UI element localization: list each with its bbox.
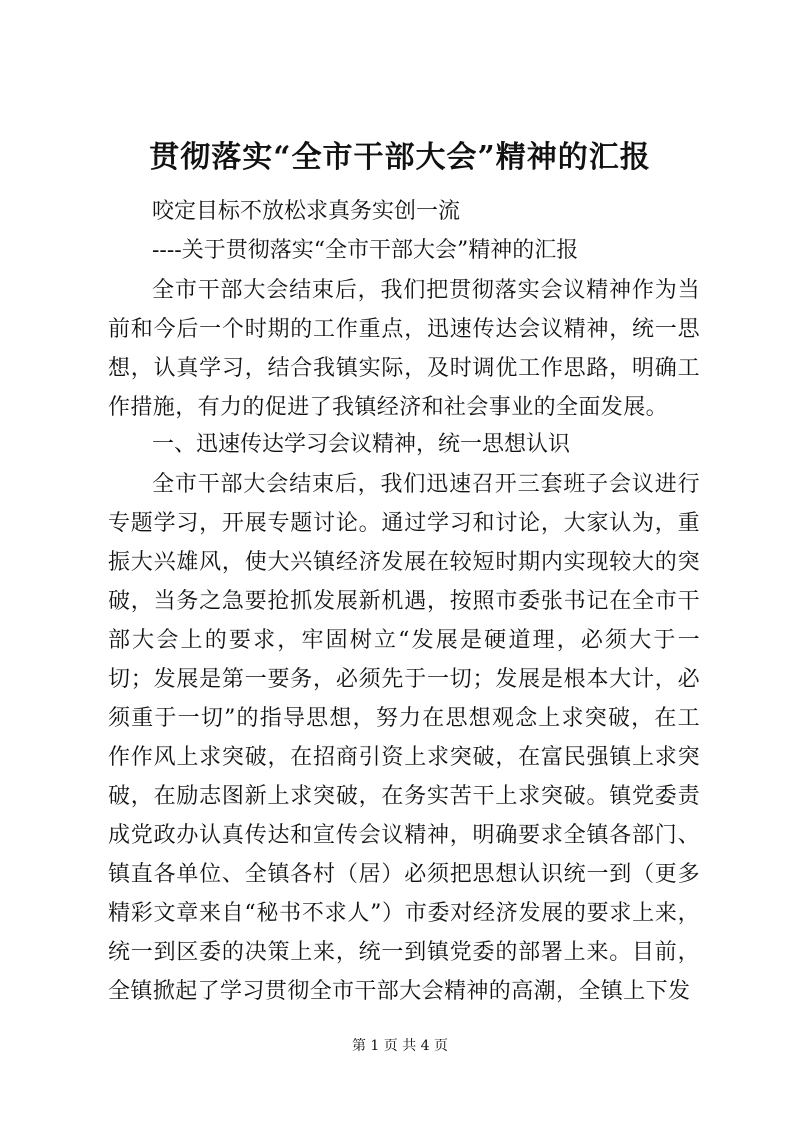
- document-subtitle: 咬定目标不放松求真务实创一流: [152, 199, 461, 224]
- section-heading-1: 一、迅速传达学习会议精神，统一思想认识: [152, 432, 571, 457]
- paragraph-intro: 全市干部大会结束后，我们把贯彻落实会议精神作为当前和今后一个时期的工作重点，迅速传达会议精神，统一思想，认真学习，结合我镇实际，及时调优工作思路，明确工作措施，有力的促进了我镇经济和社会事业的全面发展。: [108, 278, 700, 420]
- document-title: 贯彻落实“全市干部大会”精神的汇报: [149, 140, 651, 175]
- document-subheading: ----关于贯彻落实“全市干部大会”精神的汇报: [152, 238, 579, 263]
- paragraph-section-1: 全市干部大会结束后，我们迅速召开三套班子会议进行专题学习，开展专题讨论。通过学习和讨论，大家认为，重振大兴雄风，使大兴镇经济发展在较短时期内实现较大的突破，当务之急要抢抓发展新机遇，按照市委张书记在全市干部大会上的要求，牢固树立“发展是硬道理，必须大于一切；发展是第一要务，必须先于一切；发展是根本大计，必须重于一切”的指导思想，努力在思想观念上求突破，在工作作风上求突破，在招商引资上求突破，在富民强镇上求突破，在励志图新上求突破，在务实苦干上求突破。镇党委责成党政办认真传达和宣传会议精神，明确要求全镇各部门、镇直各单位、全镇各村（居）必须把思想认识统一到（更多精彩文章来自“秘书不求人”）市委对经济发展的要求上来，统一到区委的决策上来，统一到镇党委的部署上来。目前，全镇掀起了学习贯彻全市干部大会精神的高潮，全镇上下发: [108, 472, 700, 1004]
- page-number: 第 1 页 共 4 页: [351, 1038, 449, 1054]
